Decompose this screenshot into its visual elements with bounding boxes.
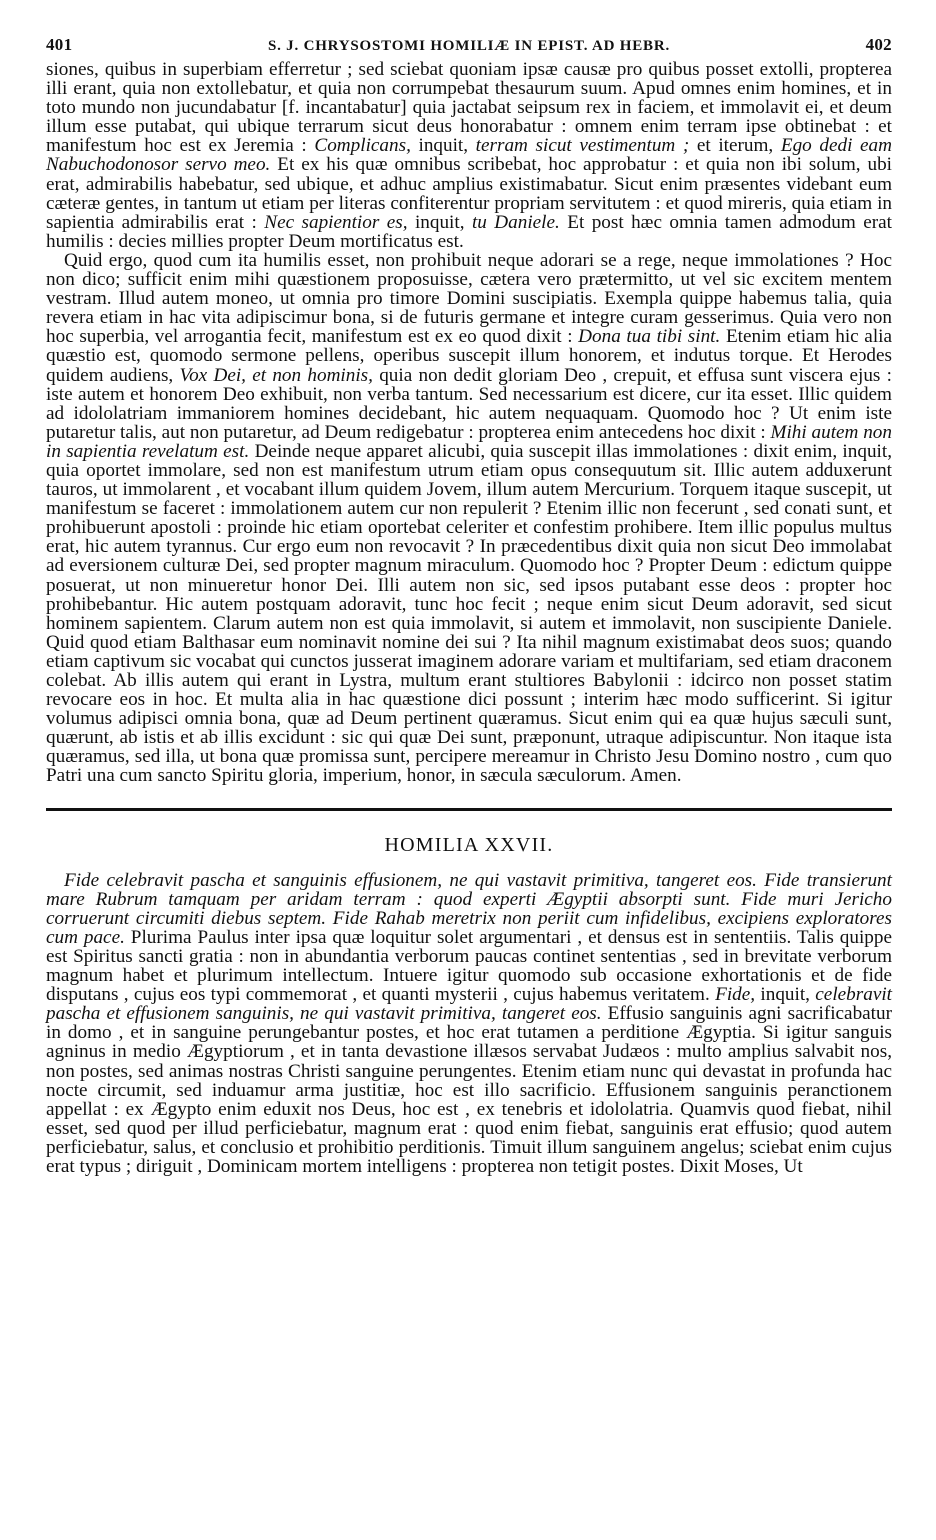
text-run: Deinde neque apparet alicubi, quia suscepit illas immolationes : dixit enim, inquit, quia oportet immolare, sed non est manifestum utrum etiam opus consequutum sit. Illic autem adduxerunt tauros, ut immolarent , et vocabant illum quidem Jovem, illum autem Mercurium. Torquem itaque suscepit, ut manifestum se faceret : immolationem autem cur non repulerit ? Etenim illic non fecerunt , sed conati sunt, et prohibuerunt apostoli : proinde hic etiam oportebat celeriter et confestim prohibere. Item illic populus multus erat, hic autem tyrannus. Cur ergo eum non revocavit ? In præcedentibus dixit quia non sicut Deo immolabat ad eversionem culturæ Dei, sed propter magnum miraculum. Quomodo hoc ? Propter Deum : edictum quippe posuerat, ut non minueretur honor Dei. Illi autem non sic, sed ipsos putabant esse deos : propter hoc prohibebantur. Hic autem postquam adoravit, tunc hoc fecit ; neque enim sicut Deum adoravit, sed sicut hominem sapientem. Clarum autem non est quia immolavit, si autem et immolavit, non suscipiente Daniele. Quid quod etiam Balthasar eum nominavit nomine dei sui ? Ita nihil magnum existimabat deos suos; quando etiam captivum sic vocabat qui cunctos jusserat imaginem adorare variam et multifariam, sed etiam draconem colebat. Ab illis autem qui erant in Lystra, multum erant stultiores Babylonii : idcirco non posset statim revocare eos in hoc. Et multa alia in hac quæstione dici possunt ; interim hæc modo sufficerint. Si igitur volumus adipisci omnia bona, quæ ad Deum pertinent quæramus. Sicut enim qui ea quæ hujus sæculi sunt, quærunt, ab istis et ab illis excidunt : sic qui quæ Dei sunt, præponunt, utraque adipiscuntur. Non itaque ista quæramus, sed illa, ut bona quæ promissa sunt, percipere mereamur in Christo Jesu Domino nostro , cum quo Patri una cum sancto Spiritu gloria, imperium, honor, in sæcula sæculorum. Amen.	[46, 440, 892, 787]
running-title: S. J. CHRYSOSTOMI HOMILIÆ IN EPIST. AD HEBR.	[267, 38, 671, 54]
homily-text	[46, 871, 892, 1177]
page-number-right: 402	[865, 35, 892, 54]
text-run: siones, quibus in superbiam efferretur ; sed sciebat quoniam ipsæ causæ pro quibus posset extolli, propterea illi erant, quia non extollebatur, et quia non corrumpebat thesaurum suum. Apud omnes enim homines, et in toto mundo non jucundabatur [f. incantabatur] quia jactabat seipsum rex in faciem, et immolavit ei, et deum illum esse putabat, qui ubique terrarum sicut deus honorabatur : omnem enim terram ipse obtinebat : et manifestum hoc est ex Jeremia :	[46, 59, 892, 157]
text-run: Etenim etiam hic alia quæstio est, quomodo sermone pellens, operibus suscepit illum honorem, et indutus torque. Et Herodes quidem audiens,	[46, 326, 893, 386]
text-run: quia non dedit gloriam Deo , crepuit, et effusa sunt viscera ejus : iste autem et honorem Deo exhibuit, non verba tantum. Sed necessarium est dicere, cur ita esset. Illic quidem ad idololatriam immaniorem homines decidebant, hic autem nequaquam. Quomodo hoc ? Ut enim iste putaretur talis, aut non putaretur, ad Deum redigebatur : propterea enim antecedens hoc dixit :	[46, 364, 892, 443]
text-run: inquit,	[407, 211, 472, 233]
quotation: Nec sapientior es,	[264, 211, 408, 233]
text-run: Plurima Paulus inter ipsa quæ loquitur solet argumentari , et densus est in sententiis. Talis quippe est Spiritus sancti gratia : non in abundantia verborum paucas continet sententias , sed in brevitate verborum magnum habet et plurimum intellectum. Intuere igitur quomodo sub occasione exhortationis et de fide disputans , cujus eos typi commemorat , et quanti mysterii , cujus habemus veritatem.	[46, 926, 892, 1006]
quotation: Dona tua tibi sint.	[578, 326, 721, 348]
quotation: Complicans,	[314, 135, 411, 157]
quotation: Mihi autem non in sapientia revelatum est.	[46, 421, 892, 462]
text-run: inquit,	[410, 135, 476, 157]
quotation: terram sicut vestimentum ;	[475, 135, 690, 157]
main-text	[46, 60, 892, 786]
quotation: Ego dedi eam Nabuchodonosor servo meo.	[46, 135, 892, 176]
homily-title: HOMILIA XXVII.	[384, 833, 554, 856]
section-divider	[46, 808, 892, 811]
book-page	[46, 30, 892, 1176]
text-run: inquit,	[755, 984, 816, 1006]
text-run: Effusio sanguinis agni sacrificabatur in domo , et in sanguine perungebantur postes, et hoc erat tutamen a perditione Ægyptia. Si igitur sanguis agninus in medio Ægyptiorum , et in tanta devastione illæsos servabat Judæos : multo amplius salvabit nos, non postes, sed animas nostras Christi sanguine perungentes. Etenim etiam nunc qui devastat in profunda hac nocte circumit, sed induamur arma justitiæ, hoc est illo sacrificio. Effusionem sanguinis peranctionem appellat : ex Ægypto enim eduxit nos Deus, hoc est , ex tenebris et idololatria. Quamvis quod fiebat, nihil esset, sed quod per illud perficiebatur, magnum erat : quod enim fiebat, sanguinis erat effusio; quod autem perficiebatur, salus, et conclusio et prohibitio perditionis. Timuit illum sanguinem angelus; sciebat enim cujus erat typus ; diriguit , Dominicam mortem intelligens : propterea non tetigit postes. Dixit Moses, Ut	[46, 1003, 892, 1177]
scripture-lead: Fide celebravit pascha et sanguinis effusionem, ne qui vastavit primitiva, tangeret eos. Fide transierunt mare Rubrum tamquam per aridam terram : quod experti Ægyptii absorpti sunt. Fide muri Jericho corruerunt circumiti diebus septem. Fide Rahab meretrix non periit cum infidelibus, excipiens exploratores cum pace.	[46, 869, 892, 948]
text-run: Et ex his quæ omnibus scribebat, hoc approbatur : et quia non ibi solum, ubi erat, admirabilis habebatur, sed ubique, et adhuc amplius existimabatur. Sicut enim præsentes videbant eum cæteræ gentes, in tantum ut etiam per literas confiterentur propriam servitutem : et quod mireris, quia etiam in sapientia admirabilis erat :	[46, 154, 892, 233]
text-run: Quid ergo, quod cum ita humilis esset, non prohibuit neque adorari se a rege, neque immolationes ? Hoc non dico; sufficit enim mihi quæstionem proposuisse, cætera vero prætermitto, ut vel sic excitem mentem vestram. Illud autem moneo, ut omnia pro timore Domini suscipiatis. Exempla quippe habemus talia, quia revera etiam in hac vita adipiscimur bona, si de futuris germane et integre curam gesserimus. Quia vero non hoc superbia, vel arrogantia fecit, manifestum est ex eo quod dixit :	[46, 249, 892, 348]
page-number-left: 401	[46, 35, 73, 54]
paragraph-homily	[46, 871, 892, 1177]
paragraph-continuation	[46, 60, 892, 251]
quotation: tu Daniele.	[471, 211, 560, 233]
text-run: et iterum,	[689, 135, 781, 157]
paragraph-quid-ergo	[46, 251, 892, 786]
text-run: Et post hæc omnia tamen admodum erat humilis : decies millies propter Deum mortificatus est.	[46, 211, 892, 252]
quotation: Vox Dei, et non hominis,	[179, 364, 373, 386]
quotation: celebravit pascha et effusionem sanguinis, ne qui vastavit primitiva, tangeret eos.	[46, 984, 892, 1025]
running-header	[46, 30, 892, 60]
quotation: Fide,	[715, 984, 756, 1006]
